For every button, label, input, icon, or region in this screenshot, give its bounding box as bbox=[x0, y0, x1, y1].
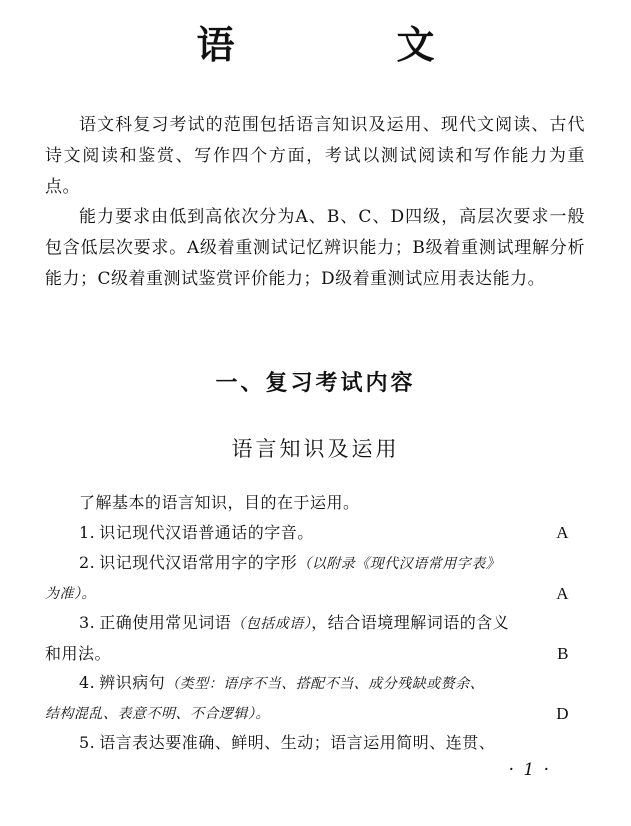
item-note: （以附录《现代汉语常用字表》 bbox=[297, 556, 501, 572]
item-text: 正确使用常见词语 bbox=[99, 613, 232, 632]
item-text: 识记现代汉语常用字的字形 bbox=[99, 553, 298, 572]
list-item bbox=[45, 608, 569, 669]
item-line bbox=[45, 728, 569, 758]
item-number: 3. bbox=[79, 613, 96, 632]
list-item bbox=[45, 728, 569, 758]
intro-paragraph-levels: 能力要求由低到高依次分为A、B、C、D四级，高层次要求一般包含低层次要求。A级着重测试记忆辨识能力；B级着重测试理解分析能力；C级着重测试鉴赏评价能力；D级着重测试应用表达能力。 bbox=[45, 207, 585, 289]
item-number: 1. bbox=[79, 523, 96, 542]
list-item bbox=[45, 518, 569, 548]
item-text: 辨识病句 bbox=[99, 673, 166, 692]
item-number: 5. bbox=[79, 733, 96, 752]
ability-level: A bbox=[556, 584, 569, 603]
item-continuation: 为准）。 bbox=[45, 586, 96, 602]
item-line bbox=[45, 608, 569, 639]
item-text-tail: ，结合语境理解词语的含义 bbox=[311, 613, 510, 632]
ability-level: B bbox=[557, 644, 569, 663]
item-note: （类型：语序不当、搭配不当、成分残缺或赘余、 bbox=[165, 676, 485, 692]
page-title: 语 文 bbox=[196, 22, 497, 67]
page-number: · 1 · bbox=[508, 760, 551, 780]
list-item bbox=[45, 668, 569, 729]
item-continuation: 结构混乱、表意不明、不合逻辑）。 bbox=[45, 706, 270, 722]
item-number: 4. bbox=[79, 673, 96, 692]
item-text: 语言表达要准确、鲜明、生动；语言运用简明、连贯、 bbox=[99, 733, 496, 752]
ability-level: A bbox=[556, 523, 569, 542]
item-line bbox=[45, 548, 569, 579]
ability-level: D bbox=[556, 704, 569, 723]
item-line bbox=[45, 668, 569, 699]
list-item bbox=[45, 548, 569, 609]
section-heading: 一、复习考试内容 bbox=[215, 370, 416, 396]
item-continuation: 和用法。 bbox=[45, 644, 112, 663]
item-line bbox=[45, 518, 569, 548]
item-note: （包括成语） bbox=[231, 616, 312, 632]
subsection-lead: 了解基本的语言知识，目的在于运用。 bbox=[79, 493, 360, 512]
item-number: 2. bbox=[79, 553, 96, 572]
intro-paragraph-scope: 语文科复习考试的范围包括语言知识及运用、现代文阅读、古代诗文阅读和鉴赏、写作四个方面，考试以测试阅读和写作能力为重点。 bbox=[45, 115, 585, 197]
item-text: 识记现代汉语普通话的字音。 bbox=[99, 523, 314, 542]
subsection-heading: 语言知识及运用 bbox=[231, 437, 400, 461]
